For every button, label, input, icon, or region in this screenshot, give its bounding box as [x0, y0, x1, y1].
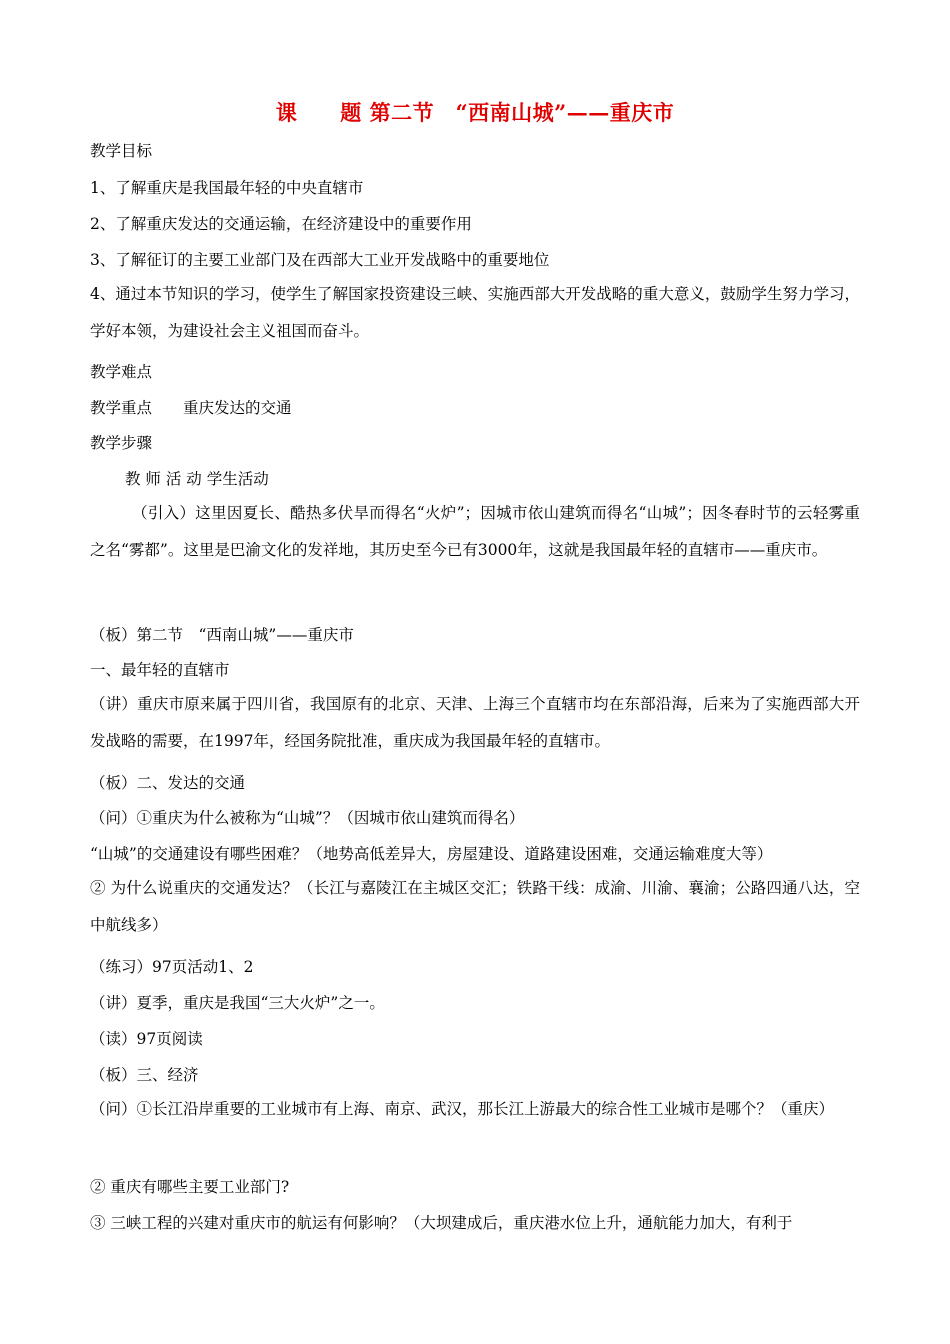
lecture-note: （讲）夏季，重庆是我国“三大火炉”之一。: [90, 994, 385, 1012]
objective-item: 4、通过本节知识的学习，使学生了解国家投资建设三峡、实施西部大开发战略的重大意义，鼓励学生努力学习，学好本领，为建设社会主义祖国而奋斗。: [90, 285, 860, 340]
question: ③ 三峡工程的兴建对重庆市的航运有何影响？（大坝建成后，重庆港水位上升，通航能力加大，有利于: [90, 1214, 793, 1232]
steps-heading: 教学步骤: [90, 434, 153, 452]
objective-item: 1、了解重庆是我国最年轻的中央直辖市: [90, 179, 364, 197]
question: （问）①长江沿岸重要的工业城市有上海、南京、武汉，那长江上游最大的综合性工业城市是哪个？（重庆）: [90, 1100, 835, 1118]
board-note: （板）三、经济: [90, 1066, 199, 1084]
reading-note: （读）97页阅读: [90, 1030, 203, 1048]
board-note: （板）二、发达的交通: [90, 774, 246, 792]
question: （问）①重庆为什么被称为“山城”？（因城市依山建筑而得名）: [90, 809, 525, 827]
objective-item: 3、了解征订的主要工业部门及在西部大工业开发战略中的重要地位: [90, 251, 550, 269]
practice-note: （练习）97页活动1、2: [90, 958, 254, 976]
intro-paragraph: （引入）这里因夏长、酷热多伏旱而得名“火炉”；因城市依山建筑而得名“山城”；因冬春时节的云轻雾重之名“雾都”。这里是巴渝文化的发祥地，其历史至今已有3000年，这就是我国最年轻的直辖市——重庆市。: [90, 504, 860, 559]
board-note: （板）第二节 “西南山城”——重庆市: [90, 626, 354, 644]
objective-item: 2、了解重庆发达的交通运输，在经济建设中的重要作用: [90, 215, 472, 233]
section-heading: 一、最年轻的直辖市: [90, 661, 230, 679]
activity-header: 教 师 活 动 学生活动: [125, 470, 269, 488]
key-point: 教学重点 重庆发达的交通: [90, 399, 292, 417]
difficulty-heading: 教学难点: [90, 363, 153, 381]
objectives-heading: 教学目标: [90, 142, 153, 160]
question: “山城”的交通建设有哪些困难？（地势高低差异大，房屋建设、道路建设困难，交通运输难度大等）: [90, 845, 773, 863]
question: ② 重庆有哪些主要工业部门?: [90, 1178, 290, 1196]
question: ② 为什么说重庆的交通发达？（长江与嘉陵江在主城区交汇；铁路干线：成渝、川渝、襄渝；公路四通八达，空中航线多）: [90, 879, 860, 934]
lecture-paragraph: （讲）重庆市原来属于四川省，我国原有的北京、天津、上海三个直辖市均在东部沿海，后来为了实施西部大开发战略的需要，在1997年，经国务院批准，重庆成为我国最年轻的直辖市。: [90, 695, 860, 750]
page-title: 课 题 第二节 “西南山城”——重庆市: [275, 100, 675, 125]
